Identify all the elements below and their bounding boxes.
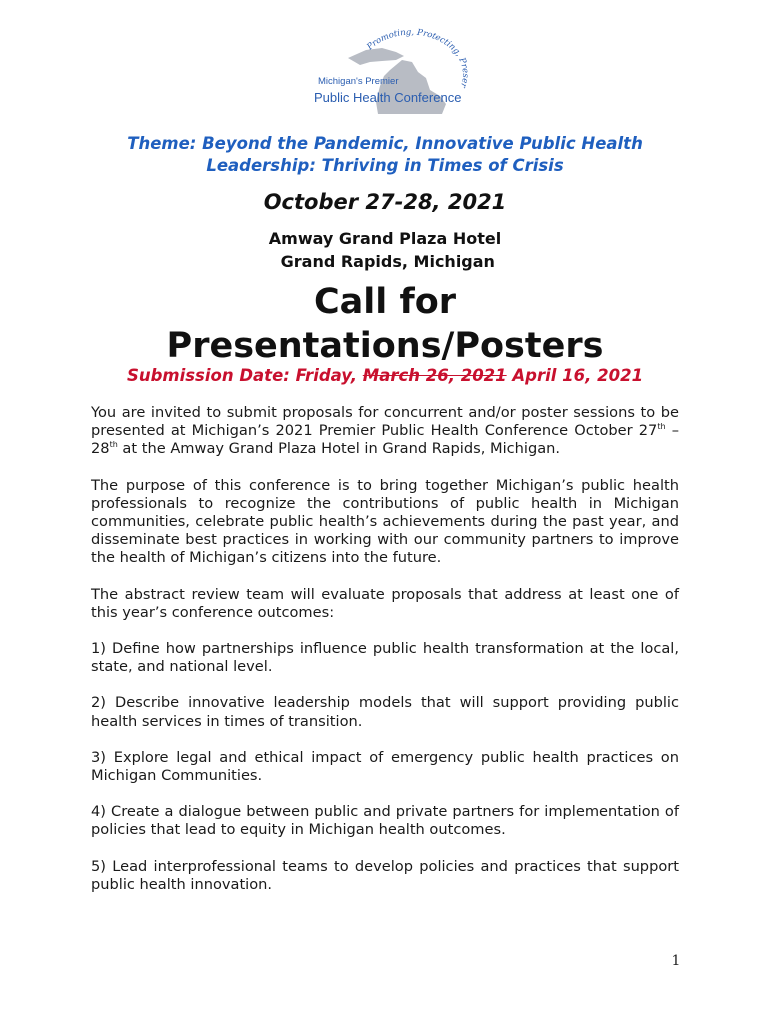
outcome-item-4: 4) Create a dialogue between public and private partners for implementation of policies that lead to equity in Michigan health outcomes. — [91, 803, 679, 839]
event-date: October 27-28, 2021 — [263, 190, 507, 214]
conference-logo — [308, 28, 468, 118]
review-paragraph: The abstract review team will evaluate proposals that address at least one of this year’s conference outcomes: — [91, 585, 679, 621]
document-body — [91, 404, 679, 894]
title-line1: Call for — [313, 282, 457, 322]
intro-paragraph — [91, 404, 679, 459]
intro-text-end: at the Amway Grand Plaza Hotel in Grand Rapids, Michigan. — [117, 440, 561, 458]
page-number: 1 — [671, 953, 681, 969]
purpose-paragraph: The purpose of this conference is to bring together Michigan’s public health professionals to recognize the contributions of public health in Michigan communities, celebrate public health’s achievements during the past year, and disseminate best practices in working with our community partners to improve the health of Michigan’s citizens into the future. — [91, 476, 679, 567]
page-title — [0, 280, 770, 368]
theme-line1: Theme: Beyond the Pandemic, Innovative Public Health — [127, 134, 643, 153]
submission-old-date: March 26, 2021 — [362, 366, 507, 385]
outcome-item-5: 5) Lead interprofessional teams to develop policies and practices that support public health innovation. — [91, 857, 679, 893]
intro-superscript-2: th — [109, 440, 118, 450]
logo-line1: Michigan's Premier — [318, 76, 399, 87]
submission-label: Submission Date: Friday, — [126, 366, 363, 385]
logo-line2: Public Health Conference — [314, 90, 462, 105]
venue — [0, 227, 770, 273]
outcome-item-2: 2) Describe innovative leadership models that will support providing public health services in times of transition. — [91, 694, 679, 730]
venue-city: Grand Rapids, Michigan — [275, 252, 495, 271]
theme-heading — [0, 133, 770, 177]
intro-text-middle: – 28 — [91, 422, 680, 458]
venue-name: Amway Grand Plaza Hotel — [268, 229, 502, 248]
submission-new-date: April 16, 2021 — [506, 366, 644, 385]
intro-superscript-1: th — [657, 422, 666, 432]
logo-arc-text: Promoting, Protecting, P r — [365, 28, 468, 89]
submission-date — [0, 365, 770, 387]
outcome-item-1: 1) Define how partnerships influence public health transformation at the local, state, and national level. — [91, 640, 679, 676]
title-line2: Presentations/Posters — [166, 326, 604, 366]
intro-text-start: You are invited to submit proposals for concurrent and/or poster sessions to be presented at Michigan’s 2021 Premier Public Health Conference October 27 — [91, 404, 679, 440]
theme-line2: Leadership: Thriving in Times of Crisis — [206, 156, 564, 175]
michigan-map-icon — [308, 28, 468, 118]
outcome-item-3: 3) Explore legal and ethical impact of emergency public health practices on Michigan Communities. — [91, 748, 679, 785]
